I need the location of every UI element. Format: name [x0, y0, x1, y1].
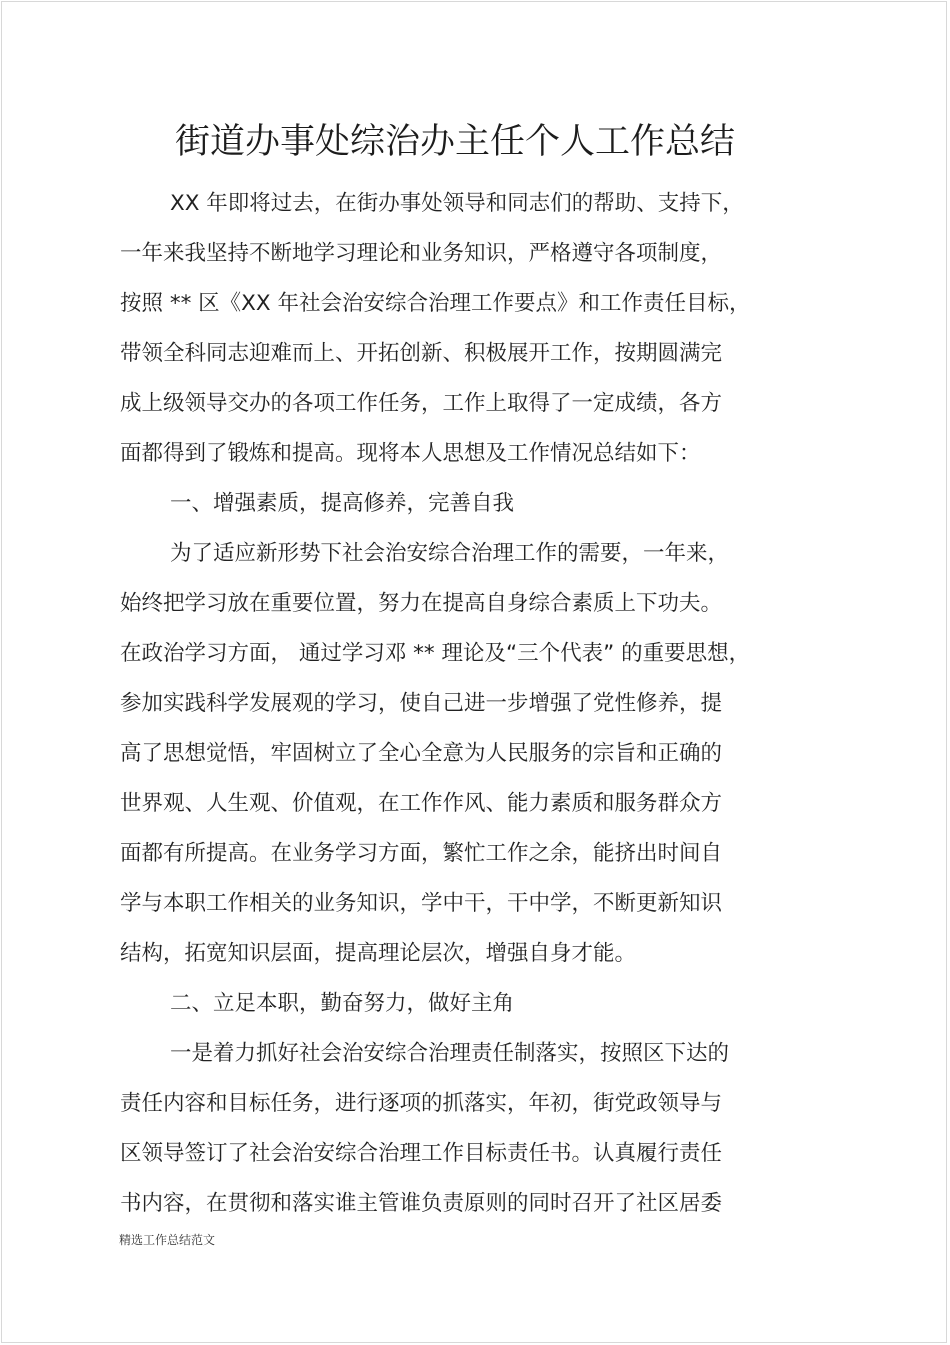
paragraph-line: 书内容，在贯彻和落实谁主管谁负责原则的同时召开了社区居委 [120, 1191, 723, 1216]
paragraph-line: 高了思想觉悟，牢固树立了全心全意为人民服务的宗旨和正确的 [120, 741, 723, 766]
paragraph-line: 带领全科同志迎难而上、开拓创新、积极展开工作，按期圆满完 [120, 341, 723, 366]
paragraph-line: 始终把学习放在重要位置，努力在提高自身综合素质上下功夫。 [120, 591, 723, 616]
paragraph-line: 一是着力抓好社会治安综合治理责任制落实，按照区下达的 [170, 1041, 730, 1066]
paragraph-line: 面都有所提高。在业务学习方面，繁忙工作之余，能挤出时间自 [120, 841, 723, 866]
paragraph-line: 在政治学习方面， 通过学习邓 ** 理论及“三个代表” 的重要思想， [120, 641, 751, 666]
paragraph-line: 世界观、人生观、价值观，在工作作风、能力素质和服务群众方 [120, 791, 723, 816]
document-title: 街道办事处综治办主任个人工作总结 [174, 122, 735, 162]
paragraph-line: 面都得到了锻炼和提高。现将本人思想及工作情况总结如下： [120, 441, 701, 466]
paragraph-line: XX 年即将过去，在街办事处领导和同志们的帮助、支持下， [170, 191, 744, 216]
paragraph-line: 为了适应新形势下社会治安综合治理工作的需要，一年来， [170, 541, 730, 566]
section-heading: 二、立足本职，勤奋努力，做好主角 [170, 991, 515, 1016]
section-heading: 一、增强素质，提高修养，完善自我 [170, 491, 515, 516]
document-page [1, 1, 947, 1343]
page-footer: 精选工作总结范文 [119, 1233, 216, 1247]
paragraph-line: 区领导签订了社会治安综合治理工作目标责任书。认真履行责任 [120, 1141, 723, 1166]
paragraph-line: 参加实践科学发展观的学习，使自己进一步增强了党性修养，提 [120, 691, 723, 716]
paragraph-line: 学与本职工作相关的业务知识，学中干，干中学，不断更新知识 [120, 891, 723, 916]
paragraph-line: 按照 ** 区《XX 年社会治安综合治理工作要点》和工作责任目标， [120, 291, 751, 316]
paragraph-line: 结构，拓宽知识层面，提高理论层次，增强自身才能。 [120, 941, 637, 966]
paragraph-line: 一年来我坚持不断地学习理论和业务知识，严格遵守各项制度， [120, 241, 723, 266]
paragraph-line: 责任内容和目标任务，进行逐项的抓落实，年初，街党政领导与 [120, 1091, 723, 1116]
paragraph-line: 成上级领导交办的各项工作任务，工作上取得了一定成绩，各方 [120, 391, 723, 416]
